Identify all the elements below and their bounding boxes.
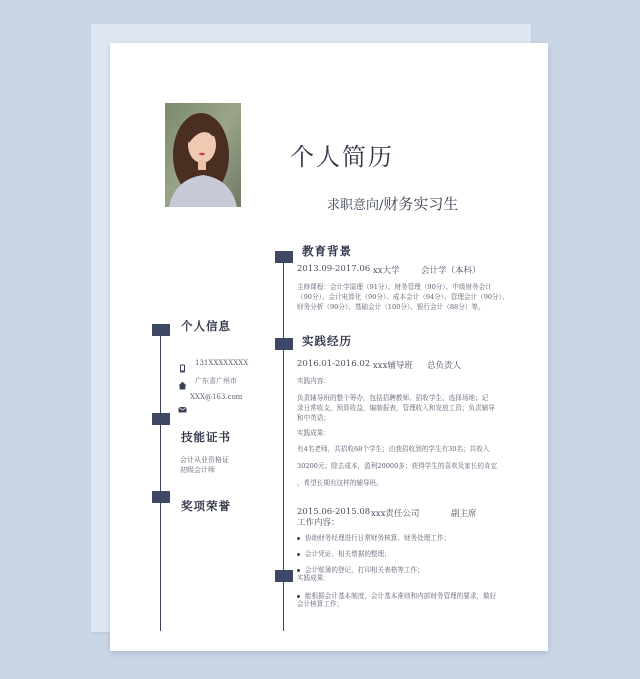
section-marker — [275, 570, 293, 582]
job1-result-line: 有4名老师，共招收68个学生；由我招收到的学生有30名；共收入 — [297, 445, 490, 453]
education-heading: 教育背景 — [302, 244, 352, 258]
course-line: （90分）、会计电算化（90分）、成本会计（94分）、管理会计（90分）、 — [297, 293, 509, 301]
course-line: 财务分析（90分）、基础会计（100分）、银行会计（88分）等。 — [297, 303, 485, 311]
job2-bullet: 会计账簿的登记，打印相关表格等工作； — [297, 564, 424, 574]
job2-role: 副主席 — [451, 509, 477, 519]
phone-text: 131XXXXXXXX — [195, 359, 249, 367]
section-marker — [152, 491, 170, 503]
job2-company: xxx责任公司 — [371, 509, 420, 519]
job1-content-line: 负责辅导班的整个筹办，包括招聘教师、招收学生、选择场地；记 — [297, 394, 489, 402]
education-major: 会计学（本科） — [421, 266, 481, 276]
awards-heading: 奖项荣誉 — [181, 499, 231, 513]
practice-heading: 实践经历 — [302, 334, 352, 348]
job1-role: 总负责人 — [427, 361, 462, 371]
profile-photo — [165, 103, 241, 207]
job2-result-label: 实践成果： — [297, 574, 330, 582]
section-marker — [275, 251, 293, 263]
course-line: 主修课程：会计学原理（91分）、财务管理（90分）、中级财务会计 — [297, 283, 492, 291]
skill-item: 会计从业资格证 — [180, 456, 229, 464]
job2-result-cont: 会计核算工作； — [297, 600, 344, 608]
left-timeline — [160, 329, 161, 631]
job1-period: 2016.01-2016.02 — [297, 359, 371, 369]
job2-content-label: 工作内容： — [297, 518, 340, 528]
section-marker — [152, 413, 170, 425]
job1-company: xxx辅导班 — [373, 361, 413, 371]
job1-result-line: ，希望长期有这样的辅导班。 — [297, 479, 383, 487]
education-period: 2013.09-2017.06 — [297, 264, 371, 274]
job2-result-bullet: 能根据会计基本制度，会计基本准则和内部财务管理的要求，做好 — [297, 590, 496, 600]
job2-bullet: 会计凭证、相关票据的整理； — [297, 548, 391, 558]
section-marker — [275, 338, 293, 350]
skill-item: 初级会计师 — [180, 466, 215, 474]
job-intent — [327, 193, 458, 214]
job-intent-label: 求职意向/ — [327, 198, 384, 213]
personal-info-heading: 个人信息 — [181, 319, 231, 333]
job1-content-label: 实践内容： — [297, 377, 330, 385]
job1-result-label: 实践成果： — [297, 429, 330, 437]
education-school: xx大学 — [373, 266, 400, 276]
job1-result-line: 30200元；除去成本，盈利20000多；获得学生的喜欢及家长的肯定 — [297, 462, 498, 470]
home-icon — [178, 375, 187, 384]
job2-bullet: 协助财务经理进行日常财务核算、财务处理工作； — [297, 532, 450, 542]
phone-icon — [178, 358, 187, 367]
email-text: XXX@163.com — [190, 393, 243, 401]
job2-period: 2015.06-2015.08 — [297, 507, 371, 517]
section-marker — [152, 324, 170, 336]
job-intent-value: 财务实习生 — [383, 195, 459, 213]
resume-title: 个人简历 — [290, 143, 394, 171]
mail-icon — [178, 399, 187, 408]
skills-heading: 技能证书 — [181, 430, 231, 444]
resume-page — [110, 43, 548, 651]
job1-content-line: 和中英语； — [297, 414, 330, 422]
job1-content-line: 录日常收支，预算收益，编制报表，管理收入和发放工资；负责辅导 — [297, 404, 495, 412]
address-text: 广东省广州市 — [195, 377, 237, 385]
